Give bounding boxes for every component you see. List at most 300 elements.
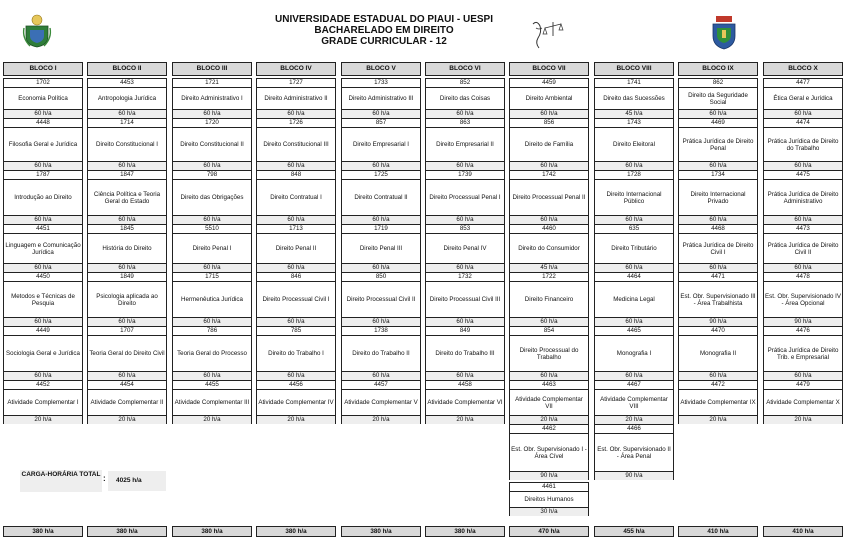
course-code: 4469	[679, 119, 757, 128]
course-card	[425, 380, 505, 424]
course-card	[509, 170, 589, 224]
course-card	[172, 380, 252, 424]
course-name: Antropologia Jurídica	[88, 88, 166, 110]
course-code: 4457	[342, 381, 420, 390]
course-name: Psicologia aplicada ao Direito	[88, 282, 166, 318]
course-name: Direito do Trabalho II	[342, 336, 420, 372]
course-hours: 90 h/a	[510, 472, 588, 480]
course-hours: 60 h/a	[510, 318, 588, 326]
course-hours: 60 h/a	[173, 110, 251, 118]
course-hours: 60 h/a	[342, 162, 420, 170]
course-hours: 60 h/a	[426, 318, 504, 326]
course-code: 4460	[510, 225, 588, 234]
bloco-total: 380 h/a	[87, 526, 167, 537]
course-hours: 60 h/a	[426, 264, 504, 272]
course-name: Direito Administrativo II	[257, 88, 335, 110]
course-card	[425, 326, 505, 380]
course-name: Direito Penal III	[342, 234, 420, 264]
course-name: Direito Empresarial I	[342, 128, 420, 162]
bloco-total: 470 h/a	[509, 526, 589, 537]
course-hours: 60 h/a	[88, 264, 166, 272]
course-name: Ética Geral e Jurídica	[764, 88, 842, 110]
course-name: Monografia II	[679, 336, 757, 372]
course-code: 1738	[342, 327, 420, 336]
course-name: Direito Contratual I	[257, 180, 335, 216]
course-card	[425, 170, 505, 224]
course-code: 1702	[4, 79, 82, 88]
course-code: 1707	[88, 327, 166, 336]
course-name: Direito Financeiro	[510, 282, 588, 318]
course-code: 1721	[173, 79, 251, 88]
course-hours: 60 h/a	[342, 372, 420, 380]
course-card	[256, 78, 336, 118]
course-card	[763, 118, 843, 170]
course-card	[256, 118, 336, 170]
course-name: Direito do Trabalho III	[426, 336, 504, 372]
course-hours: 60 h/a	[173, 162, 251, 170]
bloco-total: 380 h/a	[3, 526, 83, 537]
course-hours: 60 h/a	[342, 216, 420, 224]
course-code: 4451	[4, 225, 82, 234]
course-card	[678, 118, 758, 170]
course-hours: 20 h/a	[595, 416, 673, 424]
course-card	[509, 424, 589, 480]
course-hours: 60 h/a	[257, 372, 335, 380]
course-name: Atividade Complementar VIII	[595, 390, 673, 416]
course-code: 4472	[679, 381, 757, 390]
course-card	[256, 170, 336, 224]
course-name: Direito de Família	[510, 128, 588, 162]
course-hours: 60 h/a	[257, 264, 335, 272]
course-name: Ciência Política e Teoria Geral do Estado	[88, 180, 166, 216]
bloco-total: 380 h/a	[341, 526, 421, 537]
course-name: Direito das Obrigações	[173, 180, 251, 216]
course-name: Direito Administrativo I	[173, 88, 251, 110]
course-code: 1739	[426, 171, 504, 180]
course-code: 846	[257, 273, 335, 282]
course-code: 1845	[88, 225, 166, 234]
course-card	[678, 272, 758, 326]
course-hours: 60 h/a	[342, 264, 420, 272]
course-card	[425, 78, 505, 118]
course-name: Atividade Complementar II	[88, 390, 166, 416]
course-code: 4470	[679, 327, 757, 336]
course-name: Atividade Complementar I	[4, 390, 82, 416]
course-code: 1727	[257, 79, 335, 88]
course-code: 849	[426, 327, 504, 336]
course-card	[87, 118, 167, 170]
course-hours: 60 h/a	[510, 162, 588, 170]
course-hours: 60 h/a	[679, 110, 757, 118]
course-name: História do Direito	[88, 234, 166, 264]
course-hours: 60 h/a	[426, 216, 504, 224]
course-hours: 60 h/a	[510, 216, 588, 224]
course-code: 4467	[595, 381, 673, 390]
course-hours: 60 h/a	[342, 318, 420, 326]
course-card	[3, 78, 83, 118]
course-code: 4475	[764, 171, 842, 180]
course-card	[763, 170, 843, 224]
course-card	[509, 78, 589, 118]
course-name: Atividade Complementar VII	[510, 390, 588, 416]
course-name: Prática Jurídica de Direito Civil I	[679, 234, 757, 264]
course-name: Medicina Legal	[595, 282, 673, 318]
course-code: 1722	[510, 273, 588, 282]
course-card	[341, 78, 421, 118]
course-code: 1714	[88, 119, 166, 128]
uespi-emblem-icon	[710, 14, 738, 50]
course-hours: 60 h/a	[342, 110, 420, 118]
course-card	[3, 380, 83, 424]
course-card	[678, 78, 758, 118]
course-card	[763, 78, 843, 118]
course-hours: 60 h/a	[679, 162, 757, 170]
course-code: 1726	[257, 119, 335, 128]
course-hours: 60 h/a	[173, 318, 251, 326]
course-hours: 60 h/a	[679, 264, 757, 272]
course-card	[172, 224, 252, 272]
course-name: Direito do Consumidor	[510, 234, 588, 264]
bloco-header: BLOCO X	[763, 62, 843, 76]
university-name: UNIVERSIDADE ESTADUAL DO PIAUI - UESPI	[275, 14, 493, 25]
course-card	[678, 224, 758, 272]
course-name: Prática Jurídica de Direito Penal	[679, 128, 757, 162]
course-name: Direito da Seguridade Social	[679, 88, 757, 110]
course-code: 852	[426, 79, 504, 88]
course-card	[172, 170, 252, 224]
course-card	[509, 380, 589, 424]
course-hours: 60 h/a	[4, 162, 82, 170]
course-code: 4464	[595, 273, 673, 282]
course-card	[763, 326, 843, 380]
course-code: 1741	[595, 79, 673, 88]
course-code: 4477	[764, 79, 842, 88]
course-hours: 60 h/a	[257, 318, 335, 326]
bloco-total: 455 h/a	[594, 526, 674, 537]
course-hours: 60 h/a	[4, 216, 82, 224]
course-card	[87, 224, 167, 272]
course-name: Metodos e Técnicas de Pesquia	[4, 282, 82, 318]
course-name: Direito Penal IV	[426, 234, 504, 264]
course-hours: 60 h/a	[764, 264, 842, 272]
course-name: Est. Obr. Supervisionado IV - Área Opcional	[764, 282, 842, 318]
course-name: Monografia I	[595, 336, 673, 372]
course-card	[594, 224, 674, 272]
course-code: 863	[426, 119, 504, 128]
course-name: Prática Jurídica de Direito do Trabalho	[764, 128, 842, 162]
justice-scales-icon	[525, 18, 563, 50]
course-card	[341, 170, 421, 224]
course-code: 1725	[342, 171, 420, 180]
bloco-header: BLOCO III	[172, 62, 252, 76]
course-code: 854	[510, 327, 588, 336]
course-card	[256, 380, 336, 424]
course-card	[763, 380, 843, 424]
course-card	[172, 272, 252, 326]
piaui-coat-of-arms-icon	[22, 14, 52, 48]
course-code: 4453	[88, 79, 166, 88]
course-code: 1715	[173, 273, 251, 282]
course-hours: 90 h/a	[679, 318, 757, 326]
course-code: 1732	[426, 273, 504, 282]
course-card	[594, 326, 674, 380]
course-code: 1742	[510, 171, 588, 180]
course-card	[341, 118, 421, 170]
course-name: Direito Processual Civil III	[426, 282, 504, 318]
course-code: 1787	[4, 171, 82, 180]
course-name: Direitos Humanos	[510, 492, 588, 508]
title-block	[230, 14, 538, 47]
course-card	[425, 272, 505, 326]
course-name: Direito Processual Penal I	[426, 180, 504, 216]
course-code: 4461	[510, 483, 588, 492]
bloco-header: BLOCO II	[87, 62, 167, 76]
course-hours: 60 h/a	[4, 110, 82, 118]
course-code: 848	[257, 171, 335, 180]
course-hours: 60 h/a	[764, 110, 842, 118]
course-card	[172, 78, 252, 118]
course-name: Atividade Complementar IV	[257, 390, 335, 416]
course-code: 4459	[510, 79, 588, 88]
page-header	[0, 0, 768, 60]
course-card	[678, 380, 758, 424]
course-code: 4458	[426, 381, 504, 390]
course-code: 785	[257, 327, 335, 336]
course-card	[87, 380, 167, 424]
course-name: Hermenêutica Jurídica	[173, 282, 251, 318]
course-card	[172, 118, 252, 170]
course-code: 4471	[679, 273, 757, 282]
course-code: 1720	[173, 119, 251, 128]
course-code: 1743	[595, 119, 673, 128]
bloco-header: BLOCO IV	[256, 62, 336, 76]
bloco-header: BLOCO VI	[425, 62, 505, 76]
course-hours: 60 h/a	[257, 216, 335, 224]
course-name: Prática Jurídica de Direito Civil II	[764, 234, 842, 264]
course-name: Direito Ambiental	[510, 88, 588, 110]
course-hours: 60 h/a	[595, 372, 673, 380]
course-hours: 60 h/a	[88, 318, 166, 326]
course-hours: 90 h/a	[595, 472, 673, 480]
course-code: 4465	[595, 327, 673, 336]
course-hours: 60 h/a	[4, 318, 82, 326]
course-code: 1849	[88, 273, 166, 282]
course-code: 1734	[679, 171, 757, 180]
course-name: Direito Constitucional II	[173, 128, 251, 162]
course-hours: 60 h/a	[173, 264, 251, 272]
course-hours: 30 h/a	[510, 508, 588, 516]
course-card	[509, 224, 589, 272]
course-hours: 20 h/a	[173, 416, 251, 424]
course-name: Direito Empresarial II	[426, 128, 504, 162]
course-hours: 60 h/a	[426, 110, 504, 118]
bloco-header: BLOCO I	[3, 62, 83, 76]
course-name: Direito Processual Penal II	[510, 180, 588, 216]
course-card	[678, 170, 758, 224]
course-code: 4455	[173, 381, 251, 390]
bloco-total: 380 h/a	[172, 526, 252, 537]
course-card	[3, 224, 83, 272]
course-name: Direito Processual Civil II	[342, 282, 420, 318]
course-card	[3, 170, 83, 224]
course-hours: 20 h/a	[510, 416, 588, 424]
course-hours: 90 h/a	[764, 318, 842, 326]
course-card	[509, 326, 589, 380]
course-code: 798	[173, 171, 251, 180]
course-name: Direito Eleitoral	[595, 128, 673, 162]
course-hours: 20 h/a	[4, 416, 82, 424]
course-hours: 60 h/a	[173, 372, 251, 380]
course-hours: 60 h/a	[173, 216, 251, 224]
bloco-header: BLOCO VIII	[594, 62, 674, 76]
course-hours: 60 h/a	[4, 264, 82, 272]
course-name: Prática Jurídica de Direito Trib. e Empresarial	[764, 336, 842, 372]
course-code: 4454	[88, 381, 166, 390]
course-name: Direito das Coisas	[426, 88, 504, 110]
course-code: 4463	[510, 381, 588, 390]
course-name: Atividade Complementar III	[173, 390, 251, 416]
course-code: 862	[679, 79, 757, 88]
course-code: 4462	[510, 425, 588, 434]
course-hours: 60 h/a	[764, 216, 842, 224]
course-code: 4478	[764, 273, 842, 282]
course-name: Direito Processual do Trabalho	[510, 336, 588, 372]
course-name: Teoria Geral do Direito Civil	[88, 336, 166, 372]
course-name: Sociologia Geral e Jurídica	[4, 336, 82, 372]
course-name: Direito do Trabalho I	[257, 336, 335, 372]
course-hours: 60 h/a	[679, 216, 757, 224]
bloco-header: BLOCO VII	[509, 62, 589, 76]
course-card	[341, 380, 421, 424]
course-code: 4466	[595, 425, 673, 434]
course-card	[341, 326, 421, 380]
course-name: Atividade Complementar X	[764, 390, 842, 416]
course-hours: 20 h/a	[679, 416, 757, 424]
course-code: 4456	[257, 381, 335, 390]
course-hours: 45 h/a	[595, 110, 673, 118]
course-hours: 60 h/a	[595, 162, 673, 170]
course-card	[594, 424, 674, 480]
course-name: Direito Contratual II	[342, 180, 420, 216]
curriculum-title: GRADE CURRICULAR - 12	[321, 36, 447, 47]
course-hours: 60 h/a	[510, 372, 588, 380]
course-hours: 60 h/a	[88, 110, 166, 118]
course-card	[3, 326, 83, 380]
course-code: 1733	[342, 79, 420, 88]
course-code: 1728	[595, 171, 673, 180]
course-card	[594, 118, 674, 170]
course-name: Linguagem e Comunicação Jurídica	[4, 234, 82, 264]
course-name: Direito Administrativo III	[342, 88, 420, 110]
course-name: Introdução ao Direito	[4, 180, 82, 216]
course-card	[763, 224, 843, 272]
course-card	[594, 78, 674, 118]
course-code: 4448	[4, 119, 82, 128]
course-name: Atividade Complementar VI	[426, 390, 504, 416]
course-name: Est. Obr. Supervisionado III - Área Trabalhista	[679, 282, 757, 318]
course-name: Direito das Sucessões	[595, 88, 673, 110]
course-name: Est. Obr. Supervisionado I - Área Cível	[510, 434, 588, 472]
course-code: 786	[173, 327, 251, 336]
course-name: Direito Constitucional III	[257, 128, 335, 162]
course-card	[425, 118, 505, 170]
bloco-total: 410 h/a	[763, 526, 843, 537]
course-name: Direito Internacional Privado	[679, 180, 757, 216]
course-card	[763, 272, 843, 326]
course-card	[256, 224, 336, 272]
course-card	[594, 170, 674, 224]
course-code: 4476	[764, 327, 842, 336]
course-hours: 60 h/a	[426, 372, 504, 380]
course-code: 4479	[764, 381, 842, 390]
course-hours: 60 h/a	[257, 162, 335, 170]
course-name: Filosofia Geral e Jurídica	[4, 128, 82, 162]
course-hours: 45 h/a	[510, 264, 588, 272]
course-card	[3, 272, 83, 326]
course-code: 850	[342, 273, 420, 282]
course-hours: 60 h/a	[88, 162, 166, 170]
course-hours: 60 h/a	[595, 264, 673, 272]
course-card	[172, 326, 252, 380]
course-code: 4473	[764, 225, 842, 234]
course-hours: 60 h/a	[679, 372, 757, 380]
course-card	[594, 272, 674, 326]
course-card	[678, 326, 758, 380]
course-name: Direito Processual Civil I	[257, 282, 335, 318]
course-code: 4449	[4, 327, 82, 336]
course-code: 1713	[257, 225, 335, 234]
course-hours: 60 h/a	[764, 162, 842, 170]
course-code: 4450	[4, 273, 82, 282]
course-name: Prática Jurídica de Direito Administrativo	[764, 180, 842, 216]
course-hours: 20 h/a	[88, 416, 166, 424]
course-name: Atividade Complementar V	[342, 390, 420, 416]
course-card	[256, 326, 336, 380]
course-card	[341, 224, 421, 272]
course-name: Est. Obr. Supervisionado II - Área Penal	[595, 434, 673, 472]
bloco-header: BLOCO V	[341, 62, 421, 76]
course-card	[87, 272, 167, 326]
course-card	[594, 380, 674, 424]
course-code: 635	[595, 225, 673, 234]
course-name: Teoria Geral do Processo	[173, 336, 251, 372]
course-hours: 20 h/a	[342, 416, 420, 424]
course-hours: 60 h/a	[426, 162, 504, 170]
course-hours: 20 h/a	[764, 416, 842, 424]
course-hours: 60 h/a	[510, 110, 588, 118]
course-name: Direito Penal I	[173, 234, 251, 264]
course-code: 1719	[342, 225, 420, 234]
bloco-total: 380 h/a	[256, 526, 336, 537]
course-card	[87, 326, 167, 380]
course-code: 857	[342, 119, 420, 128]
bloco-total: 380 h/a	[425, 526, 505, 537]
course-card	[509, 482, 589, 516]
course-card	[509, 118, 589, 170]
course-name: Direito Constitucional I	[88, 128, 166, 162]
course-code: 5510	[173, 225, 251, 234]
course-hours: 20 h/a	[257, 416, 335, 424]
course-card	[87, 78, 167, 118]
course-code: 4468	[679, 225, 757, 234]
course-hours: 60 h/a	[88, 216, 166, 224]
bloco-header: BLOCO IX	[678, 62, 758, 76]
total-workload-label: CARGA-HORÁRIA TOTAL	[20, 470, 102, 492]
course-card	[87, 170, 167, 224]
course-name: Direito Tributário	[595, 234, 673, 264]
total-workload-colon: :	[103, 474, 106, 483]
course-code: 856	[510, 119, 588, 128]
